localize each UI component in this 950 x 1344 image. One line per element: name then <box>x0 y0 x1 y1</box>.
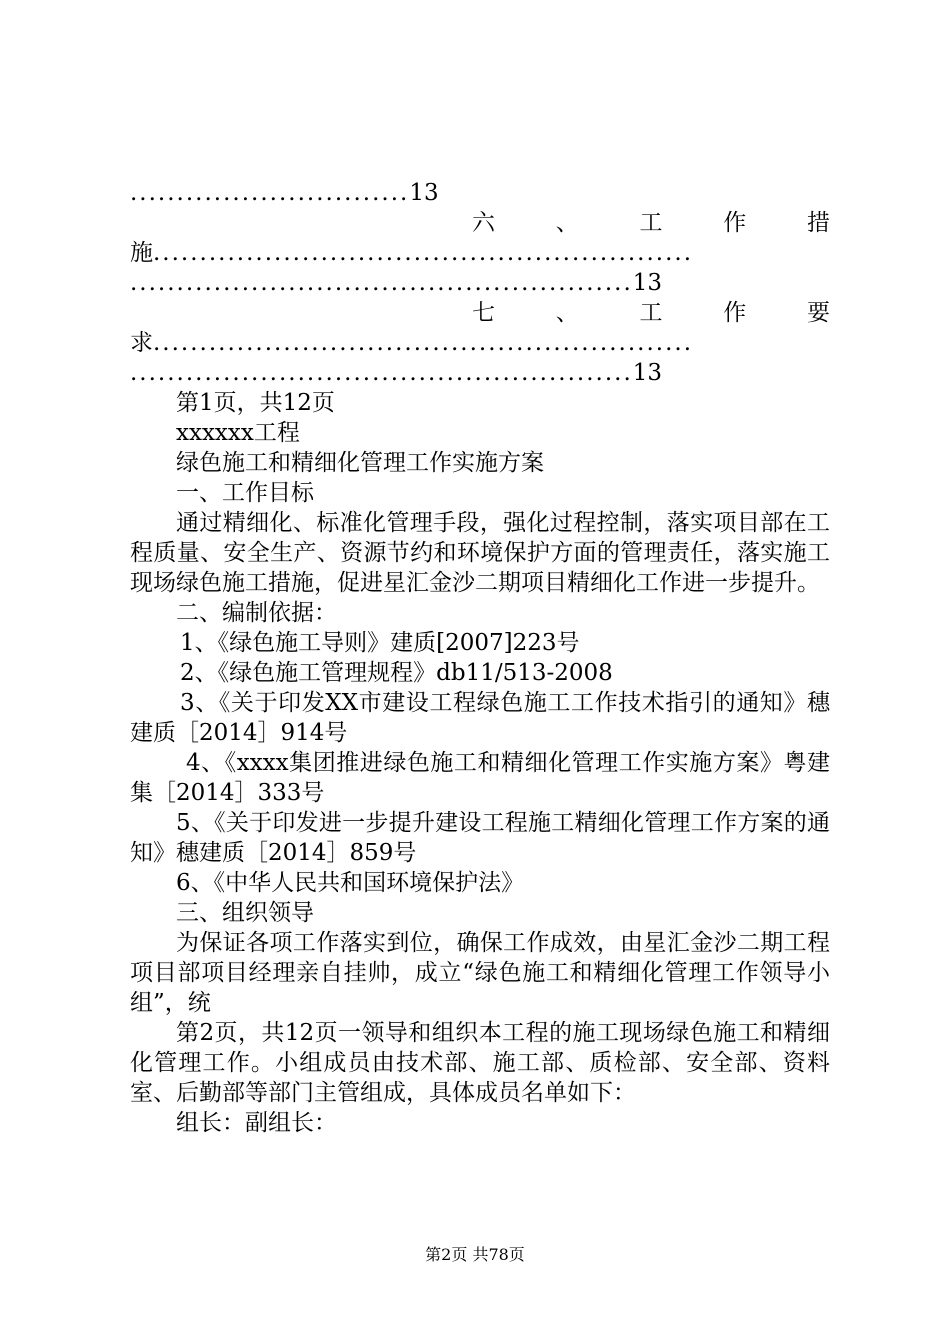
toc-page-number: 13 <box>632 360 663 386</box>
leaders-line: 组长：副组长： <box>176 1110 337 1136</box>
reference-item: 2、《绿色施工管理规程》db11/513-2008 <box>180 660 613 686</box>
reference-item: 3、《关于印发XX市建设工程绿色施工工作技术指引的通知》穗建质［2014］914号 <box>130 690 830 746</box>
section-heading: 一、工作目标 <box>176 480 314 506</box>
page-marker: 第1页，共12页 <box>176 390 335 416</box>
toc-char: 措 <box>807 210 830 236</box>
toc-char: 作 <box>723 210 747 236</box>
toc-item-6-dots-2 <box>130 268 830 298</box>
toc-item-6 <box>130 208 830 238</box>
toc-char: 、 <box>555 300 579 326</box>
toc-item-7-dots-2 <box>130 358 830 388</box>
document-title: 绿色施工和精细化管理工作实施方案 <box>176 450 544 476</box>
page-footer: 第2页 共78页 <box>425 1245 525 1264</box>
reference-item: 6、《中华人民共和国环境保护法》 <box>176 870 525 896</box>
toc-char: 要 <box>807 300 830 326</box>
toc-item-6-dots <box>130 238 830 268</box>
toc-line-1 <box>130 178 830 208</box>
toc-char: 、 <box>555 210 579 236</box>
toc-dots: .......................................................... <box>153 330 694 356</box>
paragraph: 通过精细化、标准化管理手段，强化过程控制，落实项目部在工程质量、安全生产、资源节约和环境保护方面的管理责任，落实施工现场绿色施工措施，促进星汇金沙二期项目精细化工作进一步提升。 <box>130 510 830 596</box>
paragraph: 为保证各项工作落实到位，确保工作成效，由星汇金沙二期工程项目部项目经理亲自挂帅，成立“绿色施工和精细化管理工作领导小组”，统 <box>130 930 830 1016</box>
toc-char: 作 <box>723 300 747 326</box>
toc-page-number: 13 <box>632 270 663 296</box>
toc-page-number: 13 <box>409 180 439 206</box>
toc-dots: .......................................................... <box>153 240 694 266</box>
section-heading: 三、组织领导 <box>176 900 314 926</box>
reference-item: 1、《绿色施工导则》建质[2007]223号 <box>180 630 580 656</box>
toc-dots: ...................................................... <box>130 360 633 386</box>
toc-dots: .............................. <box>130 180 410 206</box>
toc-item-7 <box>130 298 830 328</box>
project-name: xxxxxx工程 <box>176 420 300 446</box>
toc-char: 工 <box>639 210 663 236</box>
section-heading: 二、编制依据： <box>176 600 337 626</box>
toc-char: 七 <box>472 300 495 326</box>
document-page <box>130 178 830 1138</box>
paragraph: 第2页，共12页一领导和组织本工程的施工现场绿色施工和精细化管理工作。小组成员由技术部、施工部、质检部、安全部、资料室、后勤部等部门主管组成，具体成员名单如下： <box>130 1020 830 1106</box>
reference-item: 5、《关于印发进一步提升建设工程施工精细化管理工作方案的通知》穗建质［2014］859号 <box>130 810 830 866</box>
toc-char: 六 <box>472 210 495 236</box>
toc-char: 求 <box>130 330 153 356</box>
toc-item-7-dots <box>130 328 830 358</box>
reference-item: 4、《xxxx集团推进绿色施工和精细化管理工作实施方案》粤建集［2014］333号 <box>130 750 830 806</box>
toc-dots: ...................................................... <box>130 270 633 296</box>
toc-char: 工 <box>639 300 663 326</box>
toc-char: 施 <box>130 240 153 266</box>
